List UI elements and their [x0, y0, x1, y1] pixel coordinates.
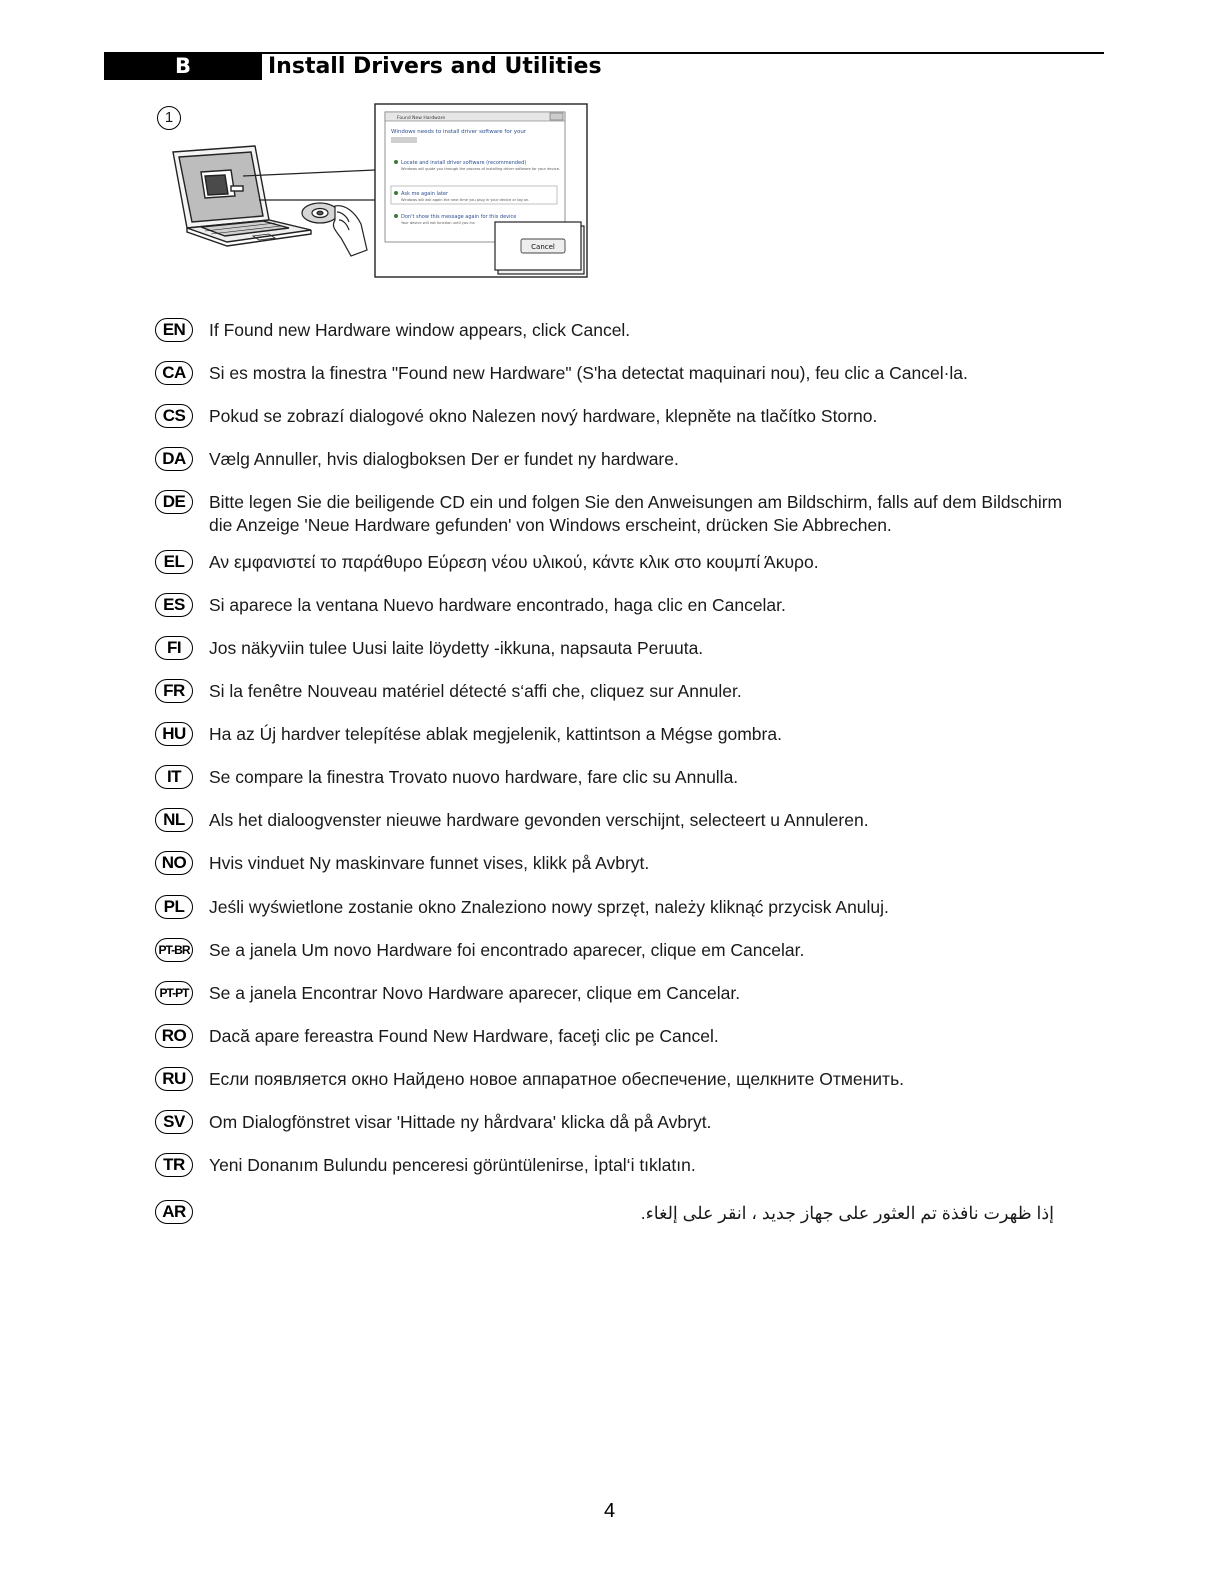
language-badge: SV	[155, 1110, 193, 1134]
page-number: 4	[603, 1500, 616, 1522]
dialog-heading: Windows needs to install driver software for your	[391, 129, 527, 135]
language-badge: PL	[155, 895, 193, 919]
instruction-text: Se compare la finestra Trovato nuovo hardware, fare clic su Annulla.	[209, 767, 739, 787]
language-badge: TR	[155, 1153, 193, 1177]
instruction-text: Yeni Donanım Bulundu penceresi görüntülenirse, İptal‘i tıklatın.	[209, 1155, 696, 1175]
instruction-text: إذا ظهرت نافذة تم العثور على جهاز جديد ، انقر على إلغاء.	[640, 1203, 1054, 1223]
illustration-laptop-cd-dialog	[165, 100, 595, 282]
cancel-label: Cancel	[531, 243, 555, 251]
callout-line	[243, 170, 375, 176]
language-badge: NL	[155, 808, 193, 832]
instruction-text: Pokud se zobrazí dialogové okno Nalezen nový hardware, klepněte na tlačítko Storno.	[209, 406, 878, 426]
language-badge: FR	[155, 679, 193, 703]
step-number: 1	[157, 106, 181, 130]
instruction-text: Als het dialoogvenster nieuwe hardware gevonden verschijnt, selecteert u Annuleren.	[209, 810, 869, 830]
found-new-hardware-dialog	[375, 104, 587, 277]
language-badge: FI	[155, 636, 193, 660]
option2-desc: Windows will ask again the next time you plug in your device or log on.	[401, 198, 530, 202]
cd-disc-icon	[302, 203, 338, 223]
language-badge: AR	[155, 1200, 193, 1224]
language-badge: RO	[155, 1024, 193, 1048]
instruction-text: Vælg Annuller, hvis dialogboksen Der er fundet ny hardware.	[209, 449, 679, 469]
instruction-text: Om Dialogfönstret visar 'Hittade ny hårdvara' klicka då på Avbryt.	[209, 1112, 712, 1132]
option1-desc: Windows will guide you through the process of installing driver software for your device.	[401, 167, 561, 171]
instruction-text: Si la fenêtre Nouveau matériel détecté s‘affi che, cliquez sur Annuler.	[209, 681, 742, 701]
language-badge: PT-PT	[155, 981, 193, 1005]
instruction-text: Dacă apare fereastra Found New Hardware, faceţi clic pe Cancel.	[209, 1026, 719, 1046]
language-badge: EN	[155, 318, 193, 342]
instruction-text: Bitte legen Sie die beiligende CD ein und folgen Sie den Anweisungen am Bildschirm, falls auf dem Bildschirm die Anzeige 'Neue Hardware gefunden' von Windows erscheint, drücken Sie Abbrechen.	[209, 492, 1063, 535]
arrow-icon	[394, 160, 398, 164]
section-header	[104, 52, 1104, 80]
language-badge: NO	[155, 851, 193, 875]
language-badge: ES	[155, 593, 193, 617]
instruction-text: Αν εμφανιστεί το παράθυρο Εύρεση νέου υλικού, κάντε κλικ στο κουμπί Άκυρο.	[209, 552, 819, 572]
arrow-icon	[394, 191, 398, 195]
language-badge: IT	[155, 765, 193, 789]
instruction-text: If Found new Hardware window appears, click Cancel.	[209, 320, 631, 340]
instruction-text: Se a janela Encontrar Novo Hardware aparecer, clique em Cancelar.	[209, 983, 741, 1003]
instruction-text: Se a janela Um novo Hardware foi encontrado aparecer, clique em Cancelar.	[209, 940, 805, 960]
hand-icon	[333, 206, 367, 256]
option2-title: Ask me again later	[401, 191, 449, 197]
dialog-title: Found New Hardware	[397, 116, 446, 121]
language-badge: CS	[155, 404, 193, 428]
arrow-icon	[394, 214, 398, 218]
instruction-text: Ha az Új hardver telepítése ablak megjelenik, kattintson a Mégse gombra.	[209, 724, 782, 744]
instruction-text: Si aparece la ventana Nuevo hardware encontrado, haga clic en Cancelar.	[209, 595, 786, 615]
instruction-text: Si es mostra la finestra "Found new Hardware" (S'ha detectat maquinari nou), feu clic a Cancel·la.	[209, 363, 968, 383]
language-badge: PT-BR	[155, 938, 193, 962]
language-badge: EL	[155, 550, 193, 574]
option3-title: Don't show this message again for this device	[401, 214, 517, 220]
language-badge: DA	[155, 447, 193, 471]
section-title: Install Drivers and Utilities	[268, 54, 602, 79]
language-badge: CA	[155, 361, 193, 385]
section-letter: B	[104, 54, 262, 80]
language-badge: DE	[155, 490, 193, 514]
instruction-text: Hvis vinduet Ny maskinvare funnet vises, klikk på Avbryt.	[209, 853, 650, 873]
language-badge: RU	[155, 1067, 193, 1091]
language-badge: HU	[155, 722, 193, 746]
instruction-text: Jos näkyviin tulee Uusi laite löydetty -ikkuna, napsauta Peruuta.	[209, 638, 704, 658]
option3-desc: Your device will not function until you ins	[401, 221, 475, 225]
instruction-text: Если появляется окно Найдено новое аппаратное обеспечение, щелкните Отменить.	[209, 1069, 905, 1089]
instruction-text: Jeśli wyświetlone zostanie okno Znaleziono nowy sprzęt, należy kliknąć przycisk Anuluj.	[209, 897, 889, 917]
laptop-icon	[173, 146, 311, 246]
option1-title: Locate and install driver software (recommended)	[401, 160, 527, 166]
